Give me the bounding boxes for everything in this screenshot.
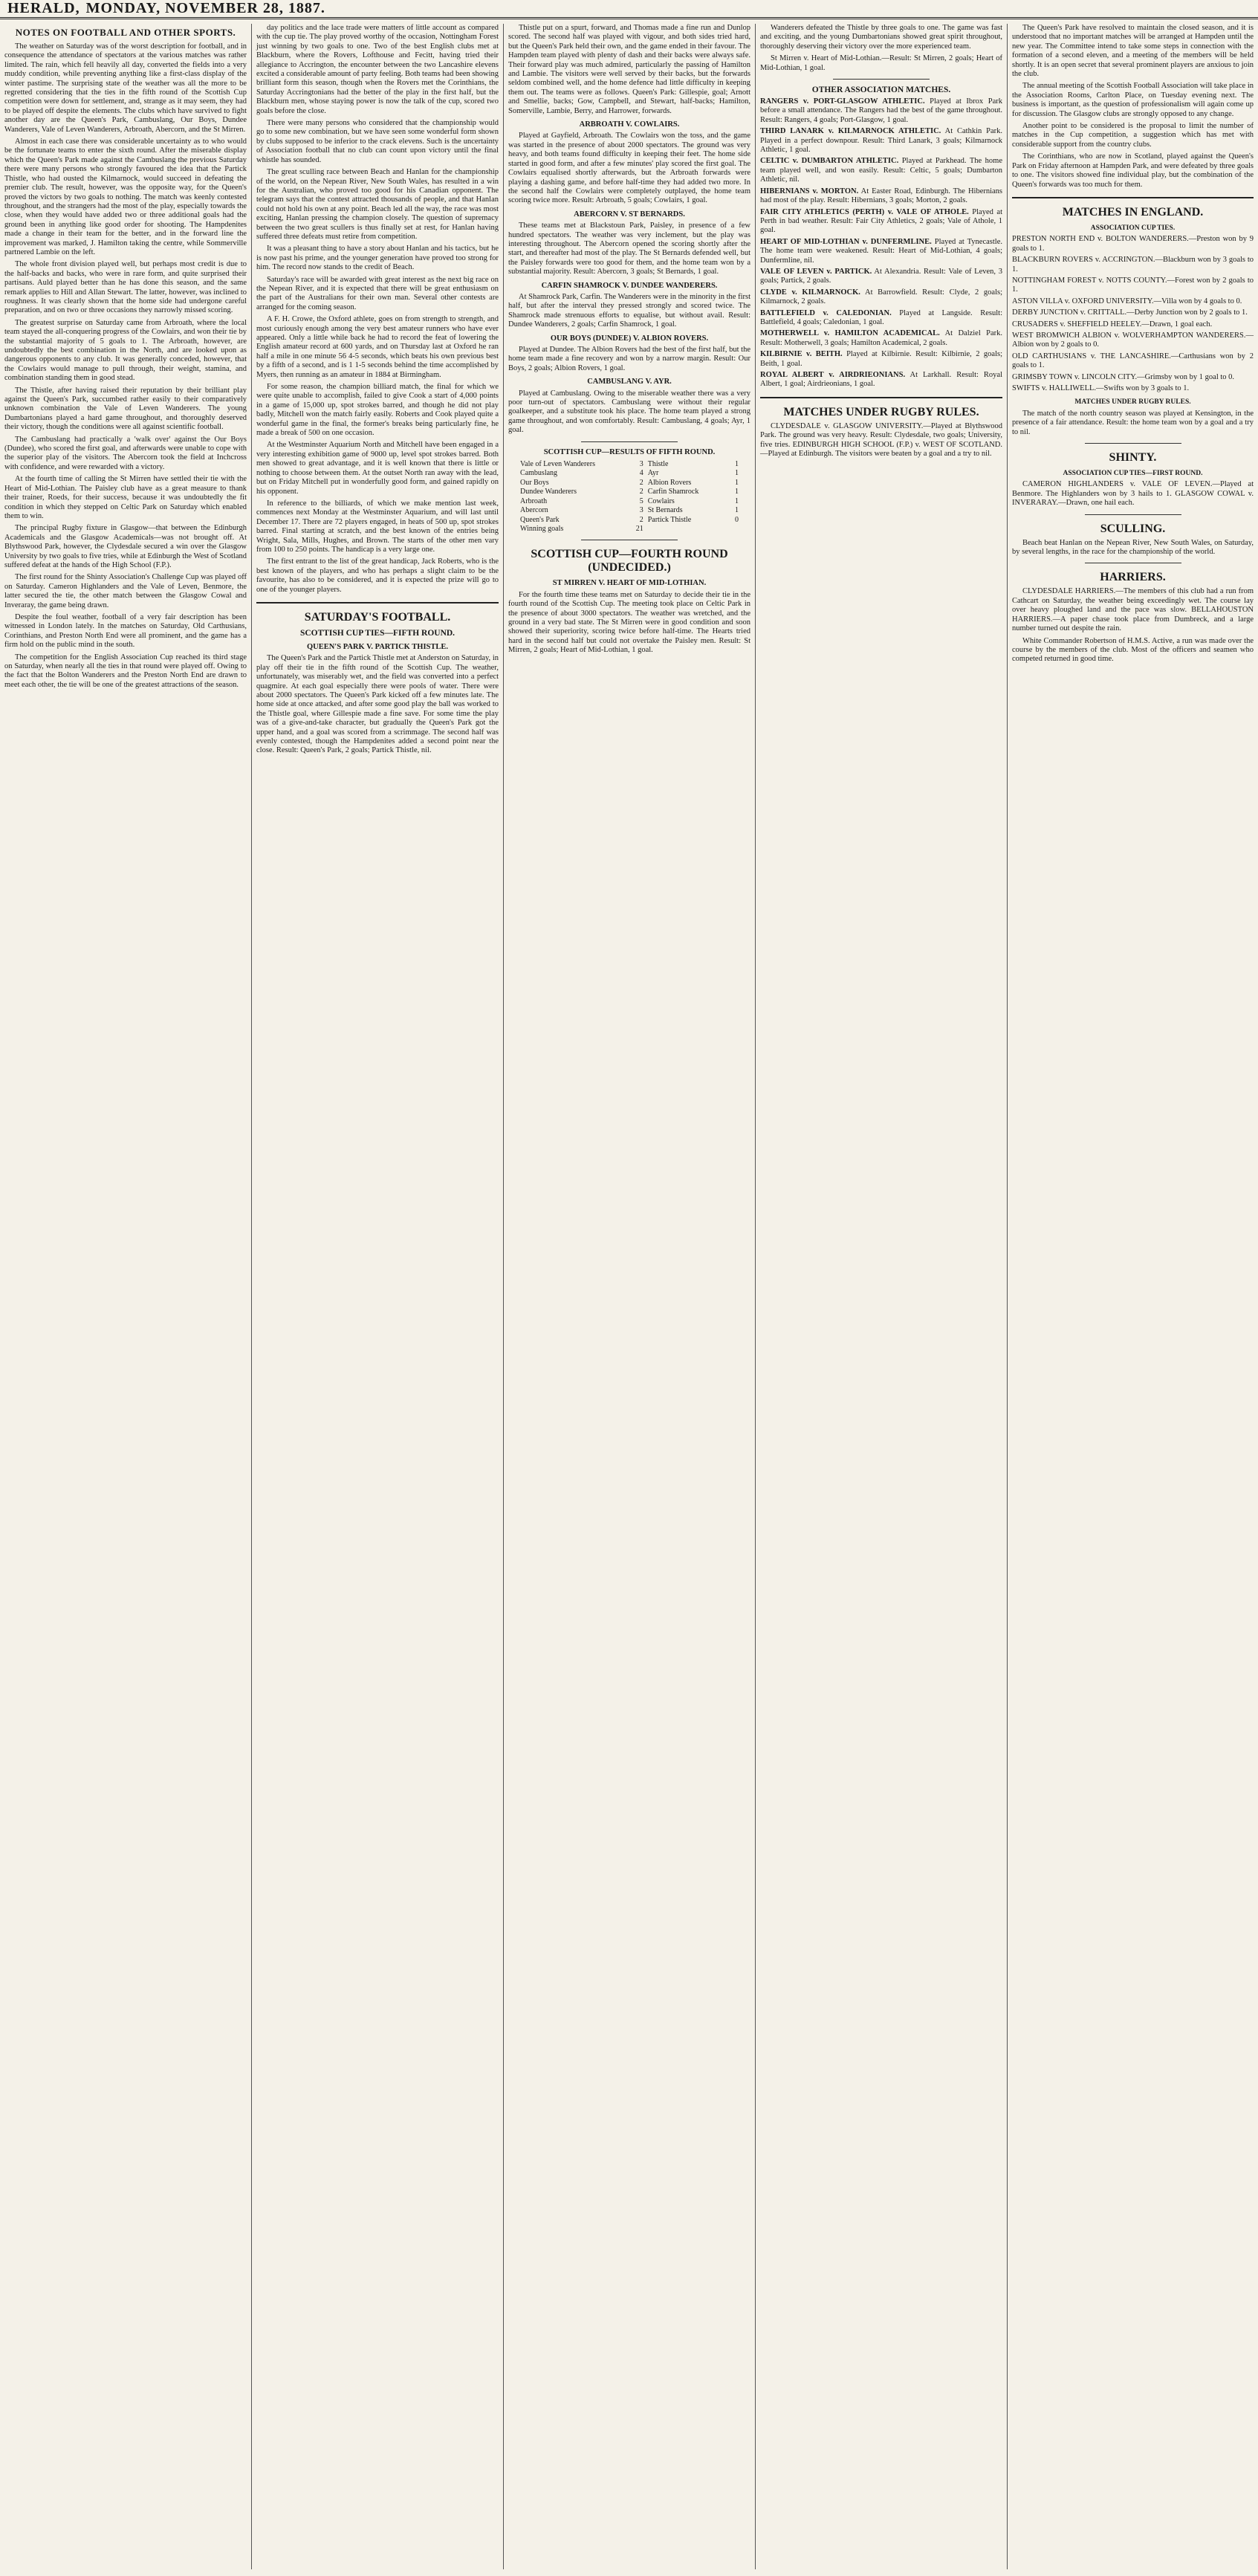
result-item — [760, 127, 1002, 155]
section-heading: SCULLING. — [1100, 522, 1166, 535]
result-title: VALE OF LEVEN v. PARTICK. — [760, 267, 872, 276]
paragraph: Almost in each case there was considerable uncertainty as to who would be the fortunate teams to enter the sixth round. After the miserable display which the Queen's Park made against the Cambuslang the previous Saturday there were many persons who strongly favoured the idea that the Partick Thistle, who had ousted the Kilmarnock, would succeed in defeating the premier club. The result, however, was the opposite way, for the Queen's proved the victors by two goals to nothing. The match was keenly contested throughout, and the strangers had the most of the play, especially towards the close, when they would have added two or three additional goals had the ground been in anything like good order for shooting. The Hampdenites made a change in their team for the better, and in the forward line the improvement was marked, J. Hamilton taking the centre, while Sommerville partnered Lambie on the left. — [4, 137, 247, 256]
result-text: At Dalziel Park. Result: Motherwell, 3 goals; Hamilton Academical, 2 goals. — [760, 329, 1003, 347]
result-item — [760, 238, 1002, 265]
goal-count: 1 — [734, 469, 739, 478]
result-title: HIBERNIANS v. MORTON. — [760, 187, 859, 195]
result-title: HEART OF MID-LOTHIAN v. DUNFERMLINE. — [760, 237, 932, 246]
goal-count: 1 — [734, 478, 739, 487]
result-item — [760, 288, 1002, 307]
match-heading: CARFIN SHAMROCK V. DUNDEE WANDERERS. — [541, 281, 718, 290]
paragraph: Beach beat Hanlan on the Nepean River, New South Wales, on Saturday, by several lengths, in the race for the championship of the world. — [1012, 538, 1254, 557]
result-title: THIRD LANARK v. KILMARNOCK ATHLETIC. — [760, 127, 941, 136]
team-name: Vale of Leven Wanderers — [520, 460, 595, 469]
match-heading: QUEEN'S PARK V. PARTICK THISTLE. — [306, 642, 449, 651]
paragraph: For some reason, the champion billiard match, the final for which we were quite unable to accomplish, failed to give Cook a start of 4,000 points in a game of 15,000 up, spot strokes barred, and though he did not play badly, Mitchell won the match fairly easily. Roberts and Cook played quite a wonderful game in the final, the former's breaks being particularly fine, he made a break of 500 on one occasion. — [256, 383, 499, 438]
match-report: Played at Gayfield, Arbroath. The Cowlairs won the toss, and the game was started in the presence of about 2000 spectators. The ground was very heavy, and both teams found difficulty in keeping their feet. The home side started in good form, and after a few minutes' play scored the first goal. The Cowlairs equalised shortly afterwards, but the Arbroath forwards were playing a dashing game, and before half-time they had added two more. In the second half the Cowlairs were completely outplayed, the home team scoring twice more. Result: Arbroath, 5 goals; Cowlairs, 1 goal. — [508, 132, 750, 205]
paragraph: Another point to be considered is the proposal to limit the number of matches in the Cup competition, a suggestion which has met with considerable support from the country clubs. — [1012, 122, 1254, 149]
result-title: CELTIC v. DUMBARTON ATHLETIC. — [760, 157, 899, 166]
result-text: At Alexandria. Result: Vale of Leven, 3 goals; Partick, 2 goals. — [760, 267, 1002, 285]
paragraph: The greatest surprise on Saturday came from Arbroath, where the local team stayed the all-conquering progress of the Cowlairs, and won their tie by the substantial majority of 5 goals to 1. The Arbroath, however, are undoubtedly the best combination in the North, and are looked upon as dangerous opponents to any club. It was generally conceded, however, that the Cowlairs would manage to pull through, their weight, stamina, and combination standing them in good stead. — [4, 318, 247, 383]
result-item — [760, 329, 1002, 348]
subsection-heading: MATCHES UNDER RUGBY RULES. — [1074, 398, 1191, 407]
column-1 — [0, 24, 251, 2566]
result-item: WEST BROMWICH ALBION v. WOLVERHAMPTON WANDERERS.—Albion won by 2 goals to 0. — [1012, 331, 1254, 349]
goal-count: 1 — [734, 496, 739, 505]
table-row — [518, 506, 741, 515]
result-item — [760, 97, 1002, 125]
paragraph: At the fourth time of calling the St Mirren have settled their tie with the Heart of Mid-Lothian. The Paisley club have as a great measure to thank their trainer, Roeds, for their success, because it was undoubtedly the fit condition in which they stepped on Celtic Park on Saturday which enabled them to win. — [4, 475, 247, 520]
section-heading: SCOTTISH CUP—FOURTH ROUND (UNDECIDED.) — [531, 548, 728, 575]
paragraph: The first entrant to the list of the great handicap, Jack Roberts, who is the best known of the players, and who has perhaps a slight claim to be the favourite, has also to be considered, and it is expected the prize will go to one of the younger players. — [256, 557, 499, 594]
paragraph: The first round for the Shinty Association's Challenge Cup was played off on Saturday. Cameron Highlanders and the Vale of Leven, Benmore, the latter secured the tie, the other match between the Glasgow Cowal and Inveraray, the game being drawn. — [4, 573, 247, 609]
goal-count: 2 — [639, 488, 643, 496]
paragraph: Saturday's race will be awarded with great interest as the next big race on the Nepean River, and it is expected that there will be great enthusiasm on the part of the Australians for their own man. Several other contests are arranged for the coming season. — [256, 275, 499, 311]
team-name: Cowlairs — [647, 496, 675, 505]
result-title: BATTLEFIELD v. CALEDONIAN. — [760, 308, 892, 317]
goal-count: 1 — [734, 506, 739, 515]
table-row — [518, 488, 741, 496]
subsection-heading: ASSOCIATION CUP TIES—FIRST ROUND. — [1063, 470, 1203, 478]
results-heading: SCOTTISH CUP—RESULTS OF FIFTH ROUND. — [543, 447, 716, 456]
paragraph: White Commander Robertson of H.M.S. Active, a run was made over the course by the members of the club. Most of the officers and seamen who competed returned in good time. — [1012, 636, 1254, 664]
result-text: At Cathkin Park. Played in a perfect downpour. Result: Third Lanark, 3 goals; Kilmarnock Athletic, 1 goal. — [760, 127, 1002, 155]
result-item — [760, 157, 1002, 184]
paragraph: A F. H. Crowe, the Oxford athlete, goes on from strength to strength, and most curiously enough among the very best amateur runners who have ever appeared. Only a little while back he had to record the feat of lowering the English amateur record at 600 yards, and on Thursday last at Oxford he ran half a mile in one minute 56 4-5 seconds, which beats his own previous best by a fifth of a second, and is 1 1-5 seconds behind the time accomplished by Myers, then running as an amateur in 1884 at Birmingham. — [256, 315, 499, 379]
table-row — [518, 469, 741, 478]
goal-count: 0 — [734, 515, 739, 524]
result-item: DERBY JUNCTION v. CRITTALL.—Derby Junction won by 2 goals to 1. — [1012, 308, 1248, 317]
match-heading: OUR BOYS (DUNDEE) V. ALBION ROVERS. — [550, 334, 709, 343]
paragraph: The match of the north country season was played at Kensington, in the presence of a fair attendance. Result: the home team won by a goal and a try to nil. — [1012, 409, 1254, 436]
result-item: SWIFTS v. HALLIWELL.—Swifts won by 3 goals to 1. — [1012, 384, 1190, 392]
match-report: For the fourth time these teams met on Saturday to decide their tie in the fourth round of the Scottish Cup. The meeting took place on Celtic Park in the presence of about 3000 spectators. The weather was wretched, and the ground in a very bad state. The St Mirren were in good condition and soon showed their superiority, scoring twice before half-time. The Hearts tried hard in the second half but could not overtake the Paisley men. Result: St Mirren, 2 goals; Heart of Mid-Lothian, 1 goal. — [508, 590, 750, 655]
paragraph: The Queen's Park have resolved to maintain the closed season, and it is understood that no important matches will be arranged at Hampden until the new year. The Committee intend to take some steps in connection with the formation of a second eleven, and a meeting of the members will be held shortly. It is an open secret that several prominent players are anxious to join the club. — [1012, 24, 1254, 79]
result-item — [760, 208, 1002, 236]
result-text: Played at Tynecastle. The home team were weakened. Result: Heart of Mid-Lothian, 4 goals; Dunfermline, nil. — [760, 237, 1002, 265]
result-item — [760, 350, 1002, 369]
paragraph: The Thistle, after having raised their reputation by their brilliant play against the Queen's Park, succumbed rather easily to their comparatively unknown combination the Vale of Leven Wanderers. The young Dumbartonians played a hard game throughout, and thoroughly deserved their victory, though the conditions were all against scientific football. — [4, 386, 247, 432]
goal-count: 2 — [639, 515, 643, 524]
team-name: Dundee Wanderers — [520, 488, 577, 496]
paper-name: HERALD, — [7, 0, 80, 16]
result-title: ROYAL ALBERT v. AIRDRIEONIANS. — [760, 371, 906, 379]
goal-count: 5 — [639, 496, 643, 505]
table-row — [518, 460, 741, 469]
team-name: Albion Rovers — [647, 478, 692, 487]
result-text: Played at Kilbirnie. Result: Kilbirnie, 2 goals; Beith, 1 goal. — [760, 350, 1002, 368]
result-title: RANGERS v. PORT-GLASGOW ATHLETIC. — [760, 97, 925, 106]
paragraph: The weather on Saturday was of the worst description for football, and in consequence the attendance of spectators at the various matches was rather limited. The rain, which fell heavily all day, converted the fields into a very muddy condition, while preventing anything like a first-class display of the winter pastime. The surprising state of the weather was all the more to be regretted considering that the ties in the fifth round of the Scottish Cup competition were down for settlement, and, strange as it may seem, they had to be played off despite the elements. The clubs which have survived to fight another day are the Queen's Park, Cambuslang, Our Boys, Dundee Wanderers, Vale of Leven Wanderers, Arbroath, Abercorn, and the St Mirren. — [4, 42, 247, 134]
total-label: Winning goals — [520, 524, 564, 533]
section-heading: MATCHES IN ENGLAND. — [1062, 205, 1204, 219]
match-heading: ST MIRREN V. HEART OF MID-LOTHIAN. — [552, 579, 707, 588]
result-text: At Barrowfield. Result: Clyde, 2 goals; Kilmarnock, 2 goals. — [760, 288, 1002, 306]
team-name: Abercorn — [520, 506, 548, 515]
result-title: KILBIRNIE v. BEITH. — [760, 350, 843, 359]
goal-count: 1 — [734, 460, 739, 469]
result-item: BLACKBURN ROVERS v. ACCRINGTON.—Blackburn won by 3 goals to 1. — [1012, 256, 1254, 274]
goal-count: 3 — [639, 506, 643, 515]
match-report: At Shamrock Park, Carfin. The Wanderers were in the minority in the first half, but after the interval they pressed strongly and scored twice. The Shamrock made strenuous efforts to equalise, but without avail. Result: Dundee Wanderers, 2 goals; Carfin Shamrock, 1 goal. — [508, 292, 750, 329]
result-item — [760, 187, 1002, 206]
match-heading: CAMBUSLANG V. AYR. — [587, 378, 672, 386]
section-heading: SATURDAY'S FOOTBALL. — [304, 610, 451, 624]
paragraph: The great sculling race between Beach and Hanlan for the championship of the world, on the Nepean River, New South Wales, has resulted in a win for the Australian, who proved too good for his Canadian opponent. The telegram says that the contest attracted thousands of people, and that Hanlan could not hold his own at any point. Beach led all the way, the race was most exciting, Hanlan pressing the champion closely. The question of supremacy between the two great scullers is thus finally set at rest, for Hanlan having suffered three defeats must retire from competition. — [256, 168, 499, 241]
section-heading: HARRIERS. — [1100, 571, 1166, 584]
match-report: The Queen's Park and the Partick Thistle met at Anderston on Saturday, in play off their tie in the fifth round of the Scottish Cup. The weather, unfortunately, was miserably wet, and the field was converted into a perfect quagmire. At each goal especially there were pools of water. There were about 2000 spectators. The Queen's Park kicked off a few minutes late. The home side at once attacked, and after some good play the ball was worked to the Thistle goal, where Gillespie made a fine save. For some time the play was of a give-and-take character, but gradually the Queen's Park got the upper hand, and a goal was scored from a scrimmage. The second half was evenly contested, though the Hampdenites added a second point near the close. Result: Queen's Park, 2 goals; Partick Thistle, nil. — [256, 654, 499, 755]
result-item: GRIMSBY TOWN v. LINCOLN CITY.—Grimsby won by 1 goal to 0. — [1012, 372, 1235, 381]
section-rule — [1012, 197, 1254, 198]
team-name: Queen's Park — [520, 515, 560, 524]
result-item: CRUSADERS v. SHEFFIELD HEELEY.—Drawn, 1 goal each. — [1012, 320, 1213, 329]
match-report: Played at Cambuslang. Owing to the miserable weather there was a very poor turn-out of spectators. Cambuslang were without their regular goalkeeper, and a substitute took his place. The home team played a strong game throughout, and won comfortably. Result: Cambuslang, 4 goals; Ayr, 1 goal. — [508, 389, 750, 435]
paragraph: It was a pleasant thing to have a story about Hanlan and his tactics, but he is now past his prime, and the younger generation have proved too strong for him. The record now stands to the credit of Beach. — [256, 245, 499, 272]
match-heading: ABERCORN V. ST BERNARDS. — [574, 210, 685, 219]
results-table — [518, 460, 741, 534]
paragraph: Despite the foul weather, football of a very fair description has been witnessed in London lately. In the matches on Saturday, Old Carthusians, Corinthians, and Preston North End were all prominent, and the game has a firm hold on the public mind in the south. — [4, 612, 247, 650]
table-row — [518, 479, 741, 488]
result-text: Played at Parkhead. The home team played well, and won easily. Result: Celtic, 5 goals; Dumbarton Athletic, nil. — [760, 157, 1003, 184]
result-text: Played at Perth in bad weather. Result: Fair City Athletics, 2 goals; Vale of Athole, 1 goal. — [760, 207, 1002, 235]
column-5 — [1008, 24, 1258, 2566]
section-rule — [256, 602, 499, 603]
result-title: CLYDE v. KILMARNOCK. — [760, 288, 860, 297]
team-name: Partick Thistle — [647, 515, 692, 524]
result-text: At Larkhall. Result: Royal Albert, 1 goal; Airdrieonians, 1 goal. — [760, 371, 1003, 389]
divider — [581, 441, 678, 442]
paragraph: The Cambuslang had practically a 'walk over' against the Our Boys (Dundee), who scored the first goal, and afterwards were unable to cope with the superior play of the visitors. The Abercorn took the field at Inchcross with confidence, and were rewarded with a victory. — [4, 435, 247, 471]
paragraph: St Mirren v. Heart of Mid-Lothian.—Result: St Mirren, 2 goals; Heart of Mid-Lothian, 1 goal. — [760, 54, 1002, 72]
match-report: Played at Dundee. The Albion Rovers had the best of the first half, but the home team made a fine recovery and won by a narrow margin. Result: Our Boys, 2 goals; Albion Rovers, 1 goal. — [508, 346, 750, 372]
subsection-heading: SCOTTISH CUP TIES—FIFTH ROUND. — [299, 628, 455, 638]
result-title: MOTHERWELL v. HAMILTON ACADEMICAL. — [760, 329, 940, 338]
match-heading: ARBROATH V. COWLAIRS. — [579, 120, 680, 129]
team-name: Arbroath — [520, 496, 548, 505]
issue-date: MONDAY, NOVEMBER 28, 1887. — [85, 0, 325, 16]
paragraph: CLYDESDALE v. GLASGOW UNIVERSITY.—Played at Blythswood Park. The ground was very heavy. Result: Clydesdale, two goals; University, five tries. EDINBURGH HIGH SCHOOL (F.P.) v. WEST OF SCOTLAND.—Played at Edinburgh. The visitors were beaten by a goal and a try to nil. — [760, 421, 1002, 459]
paragraph: CAMERON HIGHLANDERS v. VALE OF LEVEN.—Played at Benmore. The Highlanders won by 3 hails to 1. GLASGOW COWAL v. INVERARAY.—Drawn, one hail each. — [1012, 480, 1254, 508]
paragraph: day politics and the lace trade were matters of little account as compared with the cup tie. The play proved worthy of the occasion, Nottingham Forest just winning by two goals to one. Two of the best English clubs met at Blackburn, where the Rovers, Lofthouse and Fecitt, having tried their allegiance to Accrington, the encounter between the two Lancashire elevens excited a considerable amount of party feeling. Both teams had been showing brilliant form this season, though when the Rovers met the Corinthians, the Saturday Accringtonians had the better of the play in the first half, but the Blackburn men, whose staying power is now the talk of the cup, scored two goals before the close. — [256, 24, 499, 115]
result-text: Played at Langside. Result: Battlefield, 4 goals; Caledonian, 1 goal. — [760, 308, 1002, 326]
team-name: Our Boys — [520, 478, 549, 487]
result-item — [760, 268, 1002, 286]
section-heading: SHINTY. — [1109, 451, 1157, 465]
paragraph: In reference to the billiards, of which we make mention last week, commences next Monday at the Westminster Aquarium, and will last until December 17. There are 72 players engaged, in heats of 500 up, spot strokes barred. Final starting at scratch, and the best known of the entries being Wright, Sala, Mills, Hughes, and Brown. The starts of the other men vary from 100 to 250 points. The handicap is a very large one. — [256, 499, 499, 554]
result-item: NOTTINGHAM FOREST v. NOTTS COUNTY.—Forest won by 2 goals to 1. — [1012, 276, 1254, 294]
divider — [1085, 443, 1181, 444]
result-text: Played at Ibrox Park before a small attendance. The Rangers had the best of the game throughout. Result: Rangers, 4 goals; Port-Glasgow, 1 goal. — [760, 97, 1002, 124]
section-rule — [760, 397, 1002, 398]
column-4 — [756, 24, 1007, 2566]
paragraph: The Corinthians, who are now in Scotland, played against the Queen's Park on Friday afternoon at Hampden Park, and were defeated by three goals to one. The visitors showed fine individual play, but the combination of the Queen's forwards was too much for them. — [1012, 152, 1254, 189]
paragraph: There were many persons who considered that the championship would go to some new combination, but we have seen some wonderful form shown by clubs supposed to be inferior to the crack elevens. Such is the uncertainty of Association football that no club can count upon victory until the final whistle has sounded. — [256, 119, 499, 164]
team-name: Thistle — [647, 460, 669, 469]
divider — [833, 79, 930, 80]
divider — [1085, 514, 1181, 515]
team-name: Carfin Shamrock — [647, 488, 699, 496]
total-count: 21 — [635, 524, 643, 533]
match-report: These teams met at Blackstoun Park, Paisley, in presence of a few hundred spectators. The weather was very inclement, but the play was interesting throughout. The Abercorn opened the scoring shortly after the start, and thereafter had most of the play. The St Bernards defended well, but the Paisley forwards were too good for them, and the home team won by a substantial majority. Result: Abercorn, 3 goals; St Bernards, 1 goal. — [508, 221, 750, 276]
paragraph: The principal Rugby fixture in Glasgow—that between the Edinburgh Academicals and the Glasgow Academicals—was not brought off. At Blythswood Park, however, the Clydesdale secured a win over the Glasgow University by two goals to five tries, while at Edinburgh the West of Scotland suffered defeat at the hands of the High School (F.P.). — [4, 524, 247, 569]
paragraph: At the Westminster Aquarium North and Mitchell have been engaged in a very interesting exhibition game of 9000 up, level spot strokes barred. Both men showed to great advantage, and it is well known that there is little or nothing to choose between them. At the outset North ran away with the lead, but on Friday Mitchell put in wonderfully good form, and gained rapidly on his opponent. — [256, 441, 499, 496]
team-name: St Bernards — [647, 506, 683, 515]
column-2 — [252, 24, 503, 2566]
table-row — [518, 497, 741, 506]
result-item: PRESTON NORTH END v. BOLTON WANDERERS.—Preston won by 9 goals to 1. — [1012, 235, 1254, 253]
masthead — [0, 0, 1258, 19]
paragraph: The competition for the English Association Cup reached its third stage on Saturday, when nearly all the ties in that round were played off. Owing to the fact that the Bolton Wanderers and the Preston North End are drawn to meet each other, the tie will be one of the greatest attractions of the season. — [4, 653, 247, 689]
section-heading: OTHER ASSOCIATION MATCHES. — [811, 85, 951, 95]
subsection-heading: ASSOCIATION CUP TIES. — [1090, 224, 1176, 232]
paragraph: Thistle put on a spurt, forward, and Thomas made a fine run and Dunlop scored. The second half was played with vigour, and both sides tried hard, but the Queen's Park held their own, and the game ended in their favour. The Hampden team played with plenty of dash and their backs were always safe. Their forward play was much admired, particularly the passing of Hamilton and Lambie. The visitors were well served by their backs, but the forwards seldom combined well, and the home defence had little difficulty in keeping them out. The teams were as follows. Queen's Park: Gillespie, goal; Arnott and Smellie, backs; Gow, Campbell, and Stewart, half-backs; Hamilton, Somerville, Lambie, Berry, and Harrower, forwards. — [508, 24, 750, 115]
column-3 — [504, 24, 755, 2566]
goal-count: 4 — [639, 469, 643, 478]
result-item: ASTON VILLA v. OXFORD UNIVERSITY.—Villa won by 4 goals to 0. — [1012, 297, 1242, 305]
result-item: OLD CARTHUSIANS v. THE LANCASHIRE.—Carthusians won by 2 goals to 1. — [1012, 352, 1254, 370]
team-name: Cambuslang — [520, 469, 558, 478]
table-row — [518, 516, 741, 525]
section-heading: MATCHES UNDER RUGBY RULES. — [783, 405, 979, 418]
paragraph: The whole front division played well, but perhaps most credit is due to the half-backs and backs, who were in rare form, and quite surprised their partisans. Auld played better than he has done this season, and the same remark applies to Hill and Allan Stewart. The latter, however, was inclined to roughness. It was clearly shown that the home side had undergone careful preparation, and on two or three occasions they narrowly missed scoring. — [4, 260, 247, 315]
paragraph: Wanderers defeated the Thistle by three goals to one. The game was fast and exciting, and the young Dumbartonians showed great spirit throughout, thoroughly deserving their victory over the more experienced team. — [760, 24, 1002, 51]
goal-count: 2 — [639, 478, 643, 487]
result-item — [760, 371, 1002, 389]
goal-count: 3 — [639, 460, 643, 469]
paragraph: CLYDESDALE HARRIERS.—The members of this club had a run from Cathcart on Saturday, the weather being exceedingly wet. The course lay over heavy ploughed land and the pace was slow. BELLAHOUSTON HARRIERS.—A paper chase took place from Dumbreck, and a large number turned out despite the rain. — [1012, 587, 1254, 633]
paragraph: The annual meeting of the Scottish Football Association will take place in the Association Rooms, Carlton Place, on Tuesday evening next. The business is important, as the question of professionalism will again come up for discussion. The Glasgow clubs are strongly opposed to any change. — [1012, 82, 1254, 118]
section-heading: NOTES ON FOOTBALL AND OTHER SPORTS. — [15, 27, 236, 38]
table-row — [518, 525, 741, 534]
result-title: FAIR CITY ATHLETICS (PERTH) v. VALE OF ATHOLE. — [760, 207, 969, 216]
goal-count: 1 — [734, 488, 739, 496]
team-name: Ayr — [647, 469, 659, 478]
result-item — [760, 309, 1002, 328]
result-text: At Easter Road, Edinburgh. The Hibernians had most of the play. Result: Hibernians, 3 goals; Morton, 2 goals. — [760, 187, 1003, 205]
